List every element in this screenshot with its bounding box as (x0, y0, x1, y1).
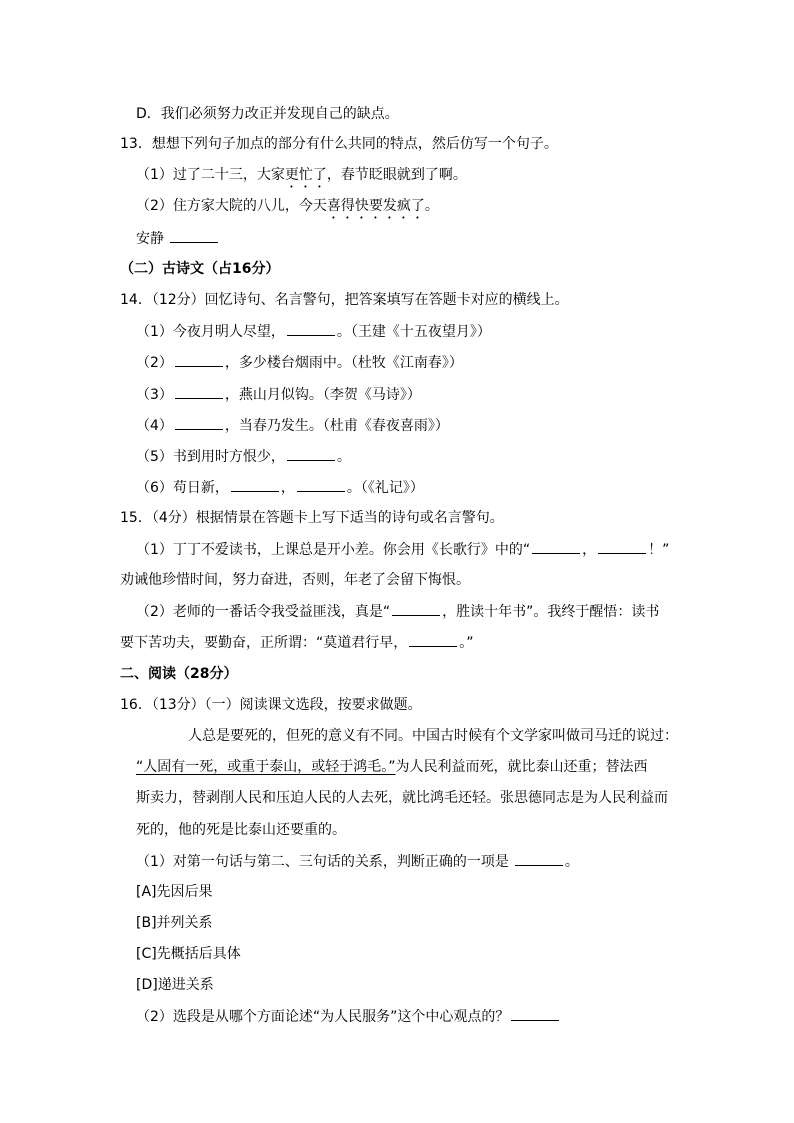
q14-item-1 (136, 321, 491, 342)
option-text: [B]并列关系 (136, 915, 213, 931)
poem-text: ， (280, 480, 295, 496)
answer-blank[interactable] (409, 632, 457, 647)
item-number: （2） (136, 355, 173, 371)
passage-text: 人总是要死的，但死的意义有不同。中国古时候有个文学家叫做司马迁的说过： (188, 728, 678, 744)
q16-sub-2 (136, 1006, 561, 1027)
option-text: [D]递进关系 (136, 977, 214, 993)
question-text: （1）丁丁不爱读书，上课总是开小差。你会用《长歌行》中的“ (136, 542, 531, 558)
question-text: 13．想想下列句子加点的部分有什么共同的特点，然后仿写一个句子。 (120, 136, 558, 152)
question-text: ， (582, 542, 597, 558)
q15-stem (120, 508, 504, 528)
poem-text: ，当春乃发生。（杜甫《春夜喜雨》） (224, 418, 449, 434)
question-text: ，胜读十年书”。我终于醒悟：读书 (442, 604, 660, 620)
passage-line-2 (136, 757, 648, 777)
poem-text: （1）今夜月明人尽望， (136, 324, 285, 340)
poem-text: （5）书到用时方恨少， (136, 449, 285, 465)
question-text: （2）老师的一番话令我受益匪浅，真是“ (136, 604, 391, 620)
q15-part-2-cont (120, 632, 474, 653)
section-heading-classical (120, 259, 279, 279)
option-text: [A]先因后果 (136, 884, 213, 900)
q15-part-1 (136, 539, 669, 560)
part-heading-reading (120, 664, 237, 684)
option-text: [C]先概括后具体 (136, 946, 241, 962)
poem-text: 。 (336, 449, 351, 465)
q14-stem (120, 290, 569, 310)
sentence-text: （1）过了二十三，大家 (136, 167, 285, 183)
q16-option-a (136, 882, 213, 902)
passage-line-1 (188, 726, 678, 746)
answer-blank[interactable] (297, 477, 345, 492)
passage-text: 为人民利益而死，就比泰山还重；替法西 (395, 759, 648, 775)
poem-text: ，燕山月似钩。（李贺《马诗》） (224, 387, 421, 403)
q14-item-4 (136, 415, 449, 436)
question-text: 14．（12分）回忆诗句、名言警句，把答案填写在答题卡对应的横线上。 (120, 292, 569, 308)
answer-blank[interactable] (170, 228, 218, 243)
question-text: 。 (564, 854, 579, 870)
part-title: 二、阅读（28分） (120, 666, 238, 682)
sentence-text: （2）住方家大院的八儿，今天 (136, 198, 327, 214)
poem-text: 。（《礼记》） (346, 480, 424, 496)
answer-blank[interactable] (511, 1006, 559, 1021)
answer-blank[interactable] (515, 851, 563, 866)
q12-option-d (136, 104, 399, 124)
sentence-text: ，春节眨眼就到了啊。 (326, 167, 467, 183)
q14-item-5 (136, 446, 351, 467)
question-text: 15．（4分）根据情景在答题卡上写下适当的诗句或名言警句。 (120, 510, 504, 526)
passage-text: 斯卖力，替剥削人民和压迫人民的人去死，就比鸿毛还轻。张思德同志是为人民利益而 (136, 790, 668, 806)
answer-blank[interactable] (392, 601, 440, 616)
answer-blank[interactable] (175, 352, 223, 367)
q14-item-6 (136, 477, 424, 498)
q16-sub-1 (136, 851, 579, 872)
item-number: （4） (136, 418, 173, 434)
poem-text: （6）苟日新， (136, 480, 229, 496)
poem-text: 。（王建《十五夜望月》） (336, 324, 491, 340)
dotted-phrase: 更忙了 (284, 167, 327, 183)
q16-option-b (136, 913, 213, 933)
q16-stem (120, 695, 422, 715)
q16-option-d (136, 975, 214, 995)
question-text: 16．（13分）（一）阅读课文选段，按要求做题。 (120, 697, 422, 713)
question-text: 。” (459, 635, 474, 651)
sentence-text: 。 (424, 198, 439, 214)
question-text: 要下苦功夫，要勤奋，正所谓：“莫道君行早， (120, 635, 408, 651)
item-number: （3） (136, 387, 173, 403)
poem-text: ，多少楼台烟雨中。（杜牧《江南春》） (224, 355, 463, 371)
option-text: D．我们必须努力改正并发现自己的缺点。 (136, 106, 399, 122)
passage-text: 死的，他的死是比泰山还要重的。 (136, 822, 346, 838)
q15-part-2 (136, 601, 659, 622)
q13-sentence-1 (136, 165, 467, 191)
q15-part-1-cont (120, 570, 470, 590)
answer-blank[interactable] (231, 477, 279, 492)
answer-blank[interactable] (287, 321, 335, 336)
q13-stem (120, 134, 558, 154)
answer-blank[interactable] (287, 446, 335, 461)
question-text: （1）对第一句话与第二、三句话的关系，判断正确的一项是 (136, 854, 509, 870)
answer-blank[interactable] (598, 539, 646, 554)
q14-item-3 (136, 384, 421, 405)
passage-line-3 (136, 788, 668, 808)
q13-sentence-2 (136, 196, 439, 222)
dotted-phrase: 喜得快要发疯了 (326, 198, 425, 214)
underlined-quote: “人固有一死，或重于泰山，或轻于鸿毛。” (136, 759, 396, 775)
q14-item-2 (136, 352, 463, 373)
question-text: 劝诫他珍惜时间，努力奋进，否则，年老了会留下悔恨。 (120, 572, 470, 588)
question-text: （2）选段是从哪个方面论述“为人民服务”这个中心观点的？ (136, 1009, 510, 1025)
answer-blank[interactable] (175, 415, 223, 430)
passage-line-4 (136, 820, 346, 840)
prompt-word: 安静 (136, 231, 164, 247)
section-title: （二）古诗文（占16分） (120, 261, 280, 277)
question-text: ！” (648, 542, 670, 558)
q16-option-c (136, 944, 241, 964)
answer-blank[interactable] (532, 539, 580, 554)
answer-blank[interactable] (175, 384, 223, 399)
q13-prompt (136, 228, 220, 249)
